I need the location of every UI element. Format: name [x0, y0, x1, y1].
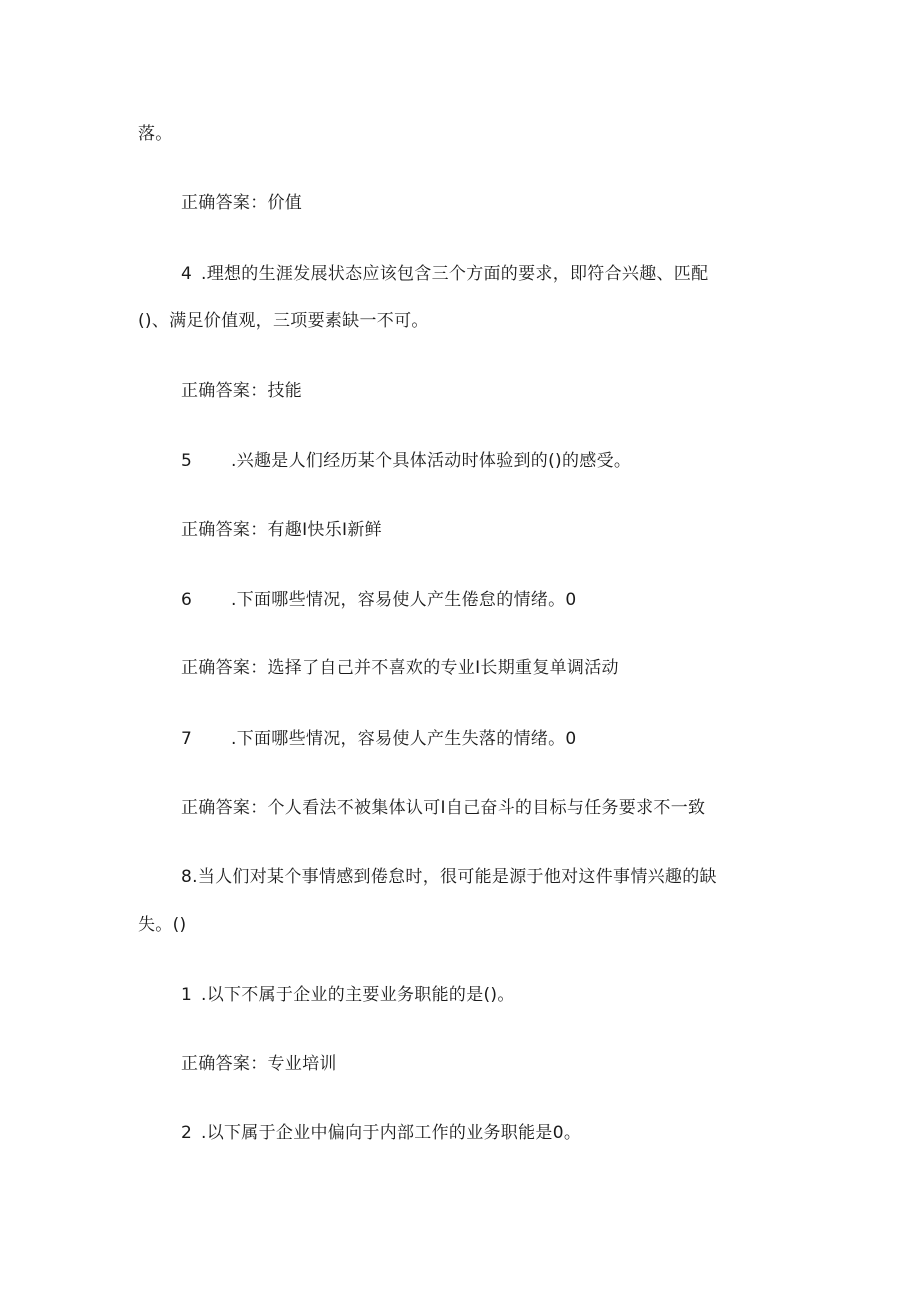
question-line: [181, 727, 577, 751]
question-number: 5: [181, 451, 193, 471]
question-number: 4: [181, 264, 193, 284]
answer-line: [181, 796, 705, 820]
question-number: 1: [181, 985, 193, 1005]
text-line-continuation: [138, 913, 186, 937]
answer-line: [181, 518, 382, 542]
line-text: 失。(): [138, 915, 187, 935]
answer-text: 正确答案：个人看法不被集体认可I自己奋斗的目标与任务要求不一致: [181, 798, 706, 818]
answer-text: 正确答案：有趣I快乐I新鲜: [181, 520, 382, 540]
text-line-continuation: [138, 122, 173, 146]
answer-text: 正确答案：专业培训: [181, 1054, 337, 1074]
question-text: .下面哪些情况，容易使人产生失落的情绪。0: [231, 729, 577, 749]
question-text: .下面哪些情况，容易使人产生倦怠的情绪。0: [231, 590, 577, 610]
line-text: ()、满足价值观，三项要素缺一不可。: [138, 311, 429, 331]
question-text: .以下不属于企业的主要业务职能的是()。: [201, 985, 515, 1005]
question-line: [181, 449, 631, 473]
answer-line: [181, 656, 619, 680]
answer-text: 正确答案：技能: [181, 381, 303, 401]
question-line: [181, 865, 717, 889]
answer-line: [181, 1052, 337, 1076]
question-number: 2: [181, 1123, 193, 1143]
answer-text: 正确答案：价值: [181, 193, 303, 213]
question-line: [181, 262, 708, 286]
answer-line: [181, 379, 302, 403]
line-text: 落。: [138, 124, 173, 144]
answer-text: 正确答案：选择了自己并不喜欢的专业I长期重复单调活动: [181, 658, 619, 678]
question-line: [181, 1121, 581, 1145]
answer-line: [181, 191, 302, 215]
question-line: [181, 588, 577, 612]
question-text: 8.当人们对某个事情感到倦怠时，很可能是源于他对这件事情兴趣的缺: [181, 867, 717, 887]
text-line-continuation: [138, 309, 429, 333]
question-text: .兴趣是人们经历某个具体活动时体验到的()的感受。: [231, 451, 632, 471]
question-text: .理想的生涯发展状态应该包含三个方面的要求，即符合兴趣、匹配: [201, 264, 709, 284]
question-text: .以下属于企业中偏向于内部工作的业务职能是0。: [201, 1123, 582, 1143]
question-line: [181, 983, 515, 1007]
question-number: 7: [181, 729, 193, 749]
question-number: 6: [181, 590, 193, 610]
